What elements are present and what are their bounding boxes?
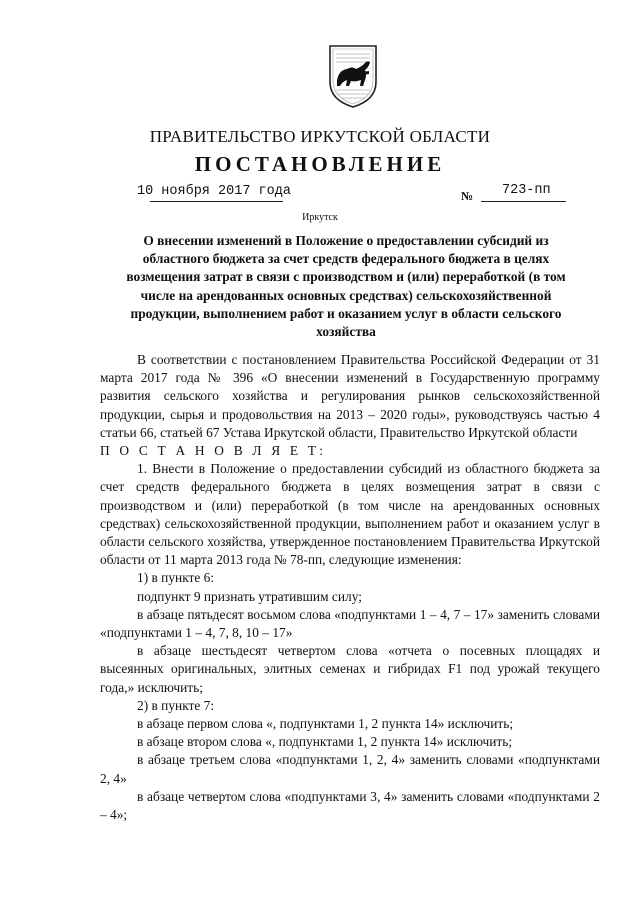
document-heading <box>96 232 596 341</box>
subitem-2-c: в абзаце третьем слова «подпунктами 1, 2, 4» заменить словами «подпунктами 2, 4» <box>100 752 600 786</box>
document-date: 10 ноября 2017 года <box>137 184 291 199</box>
date-underline <box>150 201 283 202</box>
coat-of-arms-emblem <box>325 40 381 110</box>
city-name: Иркутск <box>302 212 338 223</box>
heading-line: возмещения затрат в связи с производством и (или) переработкой (в том <box>126 269 566 285</box>
subitem-1: 1) в пункте 6: <box>137 570 215 586</box>
subitem-2-b: в абзаце втором слова «, подпунктами 1, 2 пункта 14» исключить; <box>137 734 513 750</box>
heading-line: областного бюджета за счет средств федерального бюджета в целях <box>142 251 550 267</box>
document-type-title: ПОСТАНОВЛЕНИЕ <box>194 152 446 176</box>
subitem-1-a: подпункт 9 признать утратившим силу; <box>137 588 362 604</box>
subitem-2-d: в абзаце четвертом слова «подпунктами 3, 4» заменить словами «подпунктами 2 – 4»; <box>100 788 600 823</box>
preamble-paragraph: В соответствии с постановлением Правительства Российской Федерации от 31 марта 2017 года № 396 «О внесении изменений в Государственную программу развития сельского хозяйства и регулирования рынков сельскохозяйственной продукции, сырья и продовольствия на 2013 – 2020 годы», руководствуясь частью 4 статьи 66, статьей 67 Устава Иркутской области, Правительство Иркутской области <box>100 352 600 440</box>
number-underline <box>481 201 566 202</box>
subitem-2-a: в абзаце первом слова «, подпунктами 1, 2 пункта 14» исключить; <box>137 716 514 732</box>
heading-line: числе на арендованных основных средствах) сельскохозяйственной <box>140 287 552 303</box>
document-body <box>100 351 600 824</box>
subitem-1-c: в абзаце шестьдесят четвертом слова «отчета о посевных площадях и высеянных оригинальных, элитных семенах и гибридах F1 под урожай текущего года,» исключить; <box>100 643 600 695</box>
heading-line: хозяйства <box>316 324 376 340</box>
government-name: ПРАВИТЕЛЬСТВО ИРКУТСКОЙ ОБЛАСТИ <box>149 127 491 146</box>
item-1-paragraph: 1. Внести в Положение о предоставлении субсидий из областного бюджета за счет средств федерального бюджета в целях возмещения затрат в связи с производством и (или) переработкой (в том числе на арендованных основных средствах) сельскохозяйственной продукции, выполнением работ и оказанием услуг в области сельского хозяйства, утвержденное постановлением Правительства Иркутской области от 11 марта 2013 года № 78-пп, следующие изменения: <box>100 461 600 568</box>
heading-line: продукции, выполнением работ и оказанием услуг в области сельского <box>130 305 562 321</box>
subitem-2: 2) в пункте 7: <box>137 697 215 713</box>
resolve-heading: П О С Т А Н О В Л Я Е Т: <box>100 443 327 459</box>
heading-line: О внесении изменений в Положение о предоставлении субсидий из <box>143 233 549 248</box>
number-sign: № <box>461 189 474 203</box>
subitem-1-b: в абзаце пятьдесят восьмом слова «подпунктами 1 – 4, 7 – 17» заменить словами «подпунктами 1 – 4, 7, 8, 10 – 17» <box>100 606 600 641</box>
document-number: 723-пп <box>502 183 551 198</box>
